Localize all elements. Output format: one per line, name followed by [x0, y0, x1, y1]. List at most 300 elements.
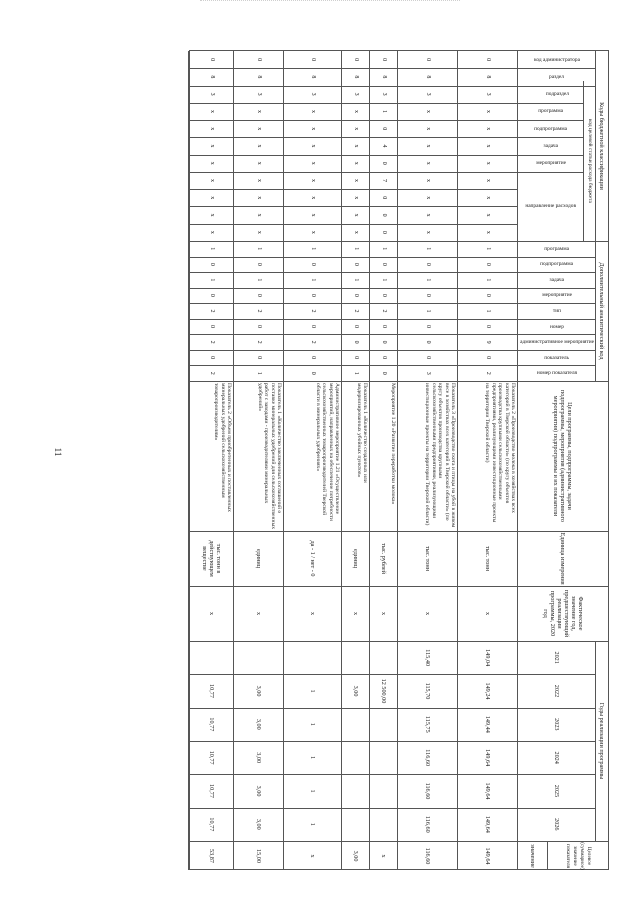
header-code-section [518, 68, 596, 85]
analytic-digit: 2 [310, 309, 317, 313]
grid-line [189, 120, 584, 121]
row-unit: тыс. тонн [484, 545, 492, 572]
row-year-value: 3,00 [255, 785, 263, 797]
analytic-digit: 0 [353, 293, 360, 297]
grid-line [189, 674, 596, 675]
row-year-value [342, 708, 370, 741]
row-year-value [342, 808, 370, 841]
row-year-value: 115,75 [424, 715, 432, 733]
analytic-digit: 2 [256, 309, 263, 313]
row-year-value: 3,00 [255, 685, 263, 697]
header-year-2022: 2022 [553, 684, 561, 698]
code-digit: х [310, 127, 317, 131]
analytic-digit: 1 [310, 247, 317, 251]
header-code-label: подпрограмма [534, 125, 568, 132]
grid-line [189, 272, 596, 273]
analytic-digit: 2 [485, 371, 492, 375]
header-analytic-a_subprogram [518, 257, 596, 273]
row-year-value: 116,60 [424, 815, 432, 833]
analytic-digit: 0 [209, 356, 215, 360]
row-fact: х [424, 611, 432, 616]
analytic-digit: 1 [425, 247, 432, 251]
grid-line [189, 641, 608, 642]
analytic-digit: 0 [353, 262, 360, 266]
row-year-value: 149,64 [484, 782, 492, 800]
header-analytic-label: задача [549, 276, 565, 283]
row-year-value [234, 641, 284, 674]
table-viewport [82, 50, 609, 870]
code-digit: 8 [353, 75, 360, 79]
row-fact: х [484, 611, 492, 616]
code-digit: х [485, 109, 492, 113]
row-year-value: 10,77 [208, 684, 215, 698]
row-unit: тыс. тонн в действующем веществе [201, 540, 222, 577]
grid-line [189, 334, 596, 335]
code-digit: 3 [353, 92, 360, 96]
analytic-digit: 0 [425, 262, 432, 266]
header-code-subsection [518, 86, 596, 103]
header-code-label: код администратора [534, 56, 581, 63]
code-digit: х [256, 127, 263, 131]
header-code-label: программа [538, 108, 564, 115]
row-unit: да - 1 / нет - 0 [309, 540, 317, 577]
grid-line [189, 350, 596, 351]
analytic-digit: 1 [381, 278, 388, 282]
code-digit: х [425, 109, 432, 113]
row-year-value [189, 641, 234, 674]
row-year-value: 149,44 [484, 715, 492, 733]
code-digit: 0 [310, 58, 317, 62]
code-digit: х [425, 196, 432, 200]
grid-line [341, 51, 342, 870]
analytic-digit: 1 [381, 247, 388, 251]
code-digit: х [209, 109, 215, 113]
code-digit: х [310, 230, 317, 234]
row-year-value: 116,60 [424, 782, 432, 800]
header-analytic-label: номер показателя [536, 370, 578, 377]
row-year-value: 1 [309, 756, 317, 760]
code-digit: х [310, 144, 317, 148]
code-digit: 8 [310, 75, 317, 79]
header-analytic-label: мероприятие [542, 292, 572, 299]
analytic-digit: 0 [209, 262, 215, 266]
code-digit: 0 [381, 230, 388, 234]
analytic-digit: 0 [425, 356, 432, 360]
analytic-digit: 0 [310, 262, 317, 266]
row-year-value: 12 500,00 [380, 678, 388, 704]
analytic-digit: 0 [353, 356, 360, 360]
analytic-digit: 0 [209, 325, 215, 329]
analytic-digit: 1 [310, 278, 317, 282]
code-digit: 8 [256, 75, 263, 79]
grid-line [189, 708, 596, 709]
analytic-digit: 0 [310, 293, 317, 297]
code-digit: 8 [485, 75, 492, 79]
code-digit: х [310, 109, 317, 113]
header-target-article: код целевой статьи расхода бюджета [587, 119, 594, 203]
row-target: х [309, 854, 317, 858]
header-code-label: раздел [549, 73, 565, 80]
grid-line [189, 365, 596, 366]
row-fact: х [309, 611, 317, 616]
row-year-value [284, 641, 342, 674]
header-analytic-a_indicator [518, 350, 596, 366]
code-digit: х [485, 179, 492, 183]
analytic-digit: 0 [425, 293, 432, 297]
row-year-value: 3,00 [255, 718, 263, 730]
grid-line [369, 51, 370, 870]
grid-line [189, 172, 584, 173]
code-digit: 3 [209, 92, 215, 96]
code-digit: 0 [381, 127, 388, 131]
row-year-value: 1 [309, 689, 317, 693]
code-digit: х [353, 144, 360, 148]
header-analytic-label: подпрограмма [540, 261, 574, 268]
code-digit: 3 [425, 92, 432, 96]
code-digit: х [310, 213, 317, 217]
code-digit: 3 [310, 92, 317, 96]
grid-line [583, 81, 584, 241]
code-digit: х [209, 144, 215, 148]
grid-line [189, 288, 596, 289]
analytic-digit: 0 [310, 371, 317, 375]
header-year-2021: 2021 [553, 651, 561, 664]
header-target-value: значение [529, 844, 537, 868]
code-digit: х [425, 161, 432, 165]
code-digit: х [485, 230, 492, 234]
code-digit: 0 [485, 58, 492, 62]
analytic-digit: 0 [425, 325, 432, 329]
row-year-value: 3,00 [255, 752, 263, 764]
code-digit: х [310, 179, 317, 183]
row-year-value: 149,24 [484, 682, 492, 700]
grid-line [189, 155, 584, 156]
code-digit: х [256, 213, 263, 217]
analytic-digit: 2 [256, 340, 263, 344]
grid-line [233, 51, 234, 870]
grid-line [547, 841, 548, 870]
header-code-subprogram [518, 120, 584, 137]
header-analytic-code: Дополнительный аналитический код [598, 262, 606, 360]
grid-line [189, 586, 608, 587]
analytic-digit: 2 [209, 340, 215, 344]
grid-line [189, 68, 596, 69]
header-goals: Цели программы, подпрограммы, задачи подпрограммы, мероприятия (административного мероприятия) подпрограммы и их показатели [552, 390, 574, 522]
row-year-value [370, 808, 398, 841]
code-digit: х [209, 196, 215, 200]
grid-line [189, 137, 584, 138]
analytic-digit: 1 [256, 247, 263, 251]
analytic-digit: 0 [381, 325, 388, 329]
grid-line [189, 257, 596, 258]
code-digit: 0 [353, 58, 360, 62]
row-year-value: 1 [309, 722, 317, 726]
analytic-digit: 0 [256, 293, 263, 297]
code-digit: 0 [381, 196, 388, 200]
row-description: Мероприятие 1.20 «Развитие переработки молока» [390, 383, 396, 505]
analytic-digit: 0 [353, 340, 360, 344]
code-digit: х [256, 144, 263, 148]
grid-line [189, 808, 596, 809]
header-year-2026: 2026 [553, 818, 561, 831]
header-unit: Единица измерения [559, 532, 567, 585]
analytic-digit: 3 [425, 371, 432, 375]
code-digit: 8 [381, 75, 388, 79]
header-target: Целевое (суммарное) значение показателя [565, 842, 592, 870]
grid-line [189, 189, 518, 190]
header-code-label: мероприятие [536, 160, 566, 167]
analytic-digit: 1 [353, 247, 360, 251]
code-digit: х [353, 127, 360, 131]
analytic-digit: 2 [310, 340, 317, 344]
grid-line [189, 774, 596, 775]
code-digit: 3 [381, 92, 388, 96]
row-unit: единиц [352, 548, 360, 569]
row-year-value: 3,00 [352, 685, 360, 697]
row-target: 53,87 [208, 849, 215, 863]
row-target: 116,60 [424, 847, 432, 865]
program-indicators-table [189, 50, 609, 870]
grid-line [189, 741, 596, 742]
header-analytic-label: показатель [544, 354, 570, 361]
header-year-2023: 2023 [553, 718, 561, 731]
analytic-digit: 0 [485, 262, 492, 266]
grid-line [397, 51, 398, 870]
header-fact: Фактическое значение год, предшествующий реализации программы, 2020 год [542, 589, 584, 638]
row-fact: х [255, 611, 263, 616]
grid-line [189, 531, 608, 532]
code-digit: х [209, 179, 215, 183]
code-digit: 0 [381, 58, 388, 62]
code-digit: х [209, 127, 215, 131]
analytic-digit: 0 [256, 262, 263, 266]
grid-line [189, 103, 584, 104]
row-target: х [380, 854, 388, 858]
code-digit: х [310, 161, 317, 165]
analytic-digit: 0 [310, 356, 317, 360]
header-analytic-a_type [518, 303, 596, 319]
header-analytic-a_program [518, 241, 596, 257]
grid-line [457, 51, 458, 870]
analytic-digit: 0 [485, 325, 492, 329]
code-digit: х [425, 213, 432, 217]
code-digit: х [310, 196, 317, 200]
code-digit: 1 [381, 109, 388, 113]
header-year-2025: 2025 [553, 784, 561, 798]
code-digit: 8 [425, 75, 432, 79]
grid-line [189, 303, 596, 304]
analytic-digit: 0 [256, 356, 263, 360]
grid-line [595, 51, 596, 381]
analytic-digit: 1 [209, 247, 215, 251]
row-target: 149,64 [484, 847, 492, 865]
row-year-value: 149,64 [484, 815, 492, 833]
row-year-value: 1 [309, 822, 317, 826]
code-digit: 0 [381, 161, 388, 165]
code-digit: 3 [485, 92, 492, 96]
code-digit: х [425, 144, 432, 148]
row-year-value: 10,77 [208, 750, 215, 765]
row-year-value: 115,70 [424, 682, 432, 700]
row-unit: единиц [255, 548, 263, 569]
row-description: Показатель 2 «Производство молока в хозяйствах всех категорий в Тверской области» (по кругу объектов производства крупными сельскохозяйственными предприятиями, реализующими инвестиционные проекты на территории Тверской области) [484, 383, 516, 523]
row-year-value: 3,00 [255, 818, 263, 830]
code-digit: х [425, 127, 432, 131]
analytic-digit: 0 [381, 371, 388, 375]
code-digit: х [353, 213, 360, 217]
analytic-digit: 2 [381, 309, 388, 313]
analytic-digit: 0 [353, 325, 360, 329]
grid-line [188, 51, 189, 870]
analytic-digit: 0 [310, 325, 317, 329]
code-digit: 0 [381, 213, 388, 217]
code-digit: х [256, 179, 263, 183]
analytic-digit: 0 [381, 262, 388, 266]
header-year-2024: 2024 [553, 751, 561, 764]
row-target: 3,00 [352, 850, 360, 862]
header-code-label: подраздел [545, 91, 569, 98]
row-year-value: 149,64 [484, 749, 492, 767]
grid-line [189, 241, 608, 242]
analytic-digit: 0 [485, 356, 492, 360]
analytic-digit: 0 [209, 293, 215, 297]
analytic-digit: 9 [485, 340, 492, 344]
header-code-dir1 [518, 172, 584, 241]
code-digit: х [425, 230, 432, 234]
code-digit: 0 [209, 58, 215, 62]
analytic-digit: 0 [485, 293, 492, 297]
header-analytic-a_indicator_num [518, 365, 596, 381]
analytic-digit: 2 [209, 371, 215, 375]
grid-line [189, 86, 596, 87]
code-digit: х [256, 161, 263, 165]
grid-line [517, 51, 518, 870]
code-digit: 0 [425, 58, 432, 62]
grid-line [189, 319, 596, 320]
row-description: Показатель 3 «Производство скота и птицы на убой в живом весе в хозяйствах всех категорий в Тверской области» (по кругу объектов производства крупными сельскохозяйственными предприятиями, реализующими инвестиционные проекты на территории Тверской области) [424, 383, 456, 528]
row-description: Административное мероприятие 1.21 «Осуществление мероприятий, направленных на обеспечение потребности сельскохозяйственных товаропроизводителей Тверской области в минеральных удобрениях» [314, 383, 340, 521]
analytic-digit: 1 [425, 278, 432, 282]
row-fact: х [208, 611, 215, 616]
code-digit: х [209, 161, 215, 165]
row-year-value [370, 708, 398, 741]
analytic-digit: 2 [353, 309, 360, 313]
row-year-value [342, 741, 370, 774]
analytic-digit: 0 [381, 356, 388, 360]
analytic-digit: 2 [209, 309, 215, 313]
code-digit: 0 [256, 58, 263, 62]
page-number: 11 [53, 447, 63, 457]
row-description: Показатель 2 «Объем приобретенных и поставленных минеральных удобрений сельскохозяйственным товаропроизводителям» [213, 383, 232, 512]
analytic-digit: 0 [381, 340, 388, 344]
grid-line [189, 224, 518, 225]
code-digit: х [353, 230, 360, 234]
code-digit: х [485, 161, 492, 165]
row-year-value: 10,77 [208, 817, 215, 832]
row-year-value [342, 641, 370, 674]
code-digit: х [256, 109, 263, 113]
code-digit: 8 [209, 75, 215, 79]
code-digit: 4 [381, 144, 388, 148]
row-description: Показатель 1 «Количество заключенных соглашений о поставке минеральных удобрений для сельскохозяйственных работ с заводами - производителями минеральных удобрений» [256, 383, 282, 529]
row-year-value [370, 774, 398, 807]
code-digit: х [485, 196, 492, 200]
analytic-digit: 0 [381, 293, 388, 297]
code-digit: х [353, 179, 360, 183]
header-code-program [518, 103, 584, 120]
code-digit: х [485, 127, 492, 131]
header-analytic-label: административное мероприятие [520, 339, 594, 346]
code-digit: х [256, 230, 263, 234]
header-code-measure [518, 155, 584, 172]
row-fact: х [380, 611, 388, 616]
analytic-digit: 1 [485, 309, 492, 313]
analytic-digit: 1 [209, 278, 215, 282]
analytic-digit: 0 [256, 325, 263, 329]
header-analytic-label: программа [544, 245, 570, 252]
header-code-label: направление расходов [525, 203, 577, 210]
code-digit: х [209, 213, 215, 217]
row-year-value [370, 741, 398, 774]
header-years: Годы реализации программы [598, 702, 606, 780]
code-digit: х [353, 196, 360, 200]
row-target: 15,00 [255, 849, 263, 863]
scan-artifact [200, 0, 460, 7]
row-year-value: 10,77 [208, 717, 215, 732]
code-digit: 7 [381, 179, 388, 183]
code-digit: х [485, 144, 492, 148]
grid-line [283, 51, 284, 870]
header-code-label: задача [543, 142, 559, 149]
analytic-digit: 1 [485, 278, 492, 282]
header-budget-codes: Коды бюджетной классификации [598, 102, 606, 190]
header-analytic-label: тип [552, 307, 562, 314]
analytic-digit: 1 [256, 278, 263, 282]
code-digit: х [256, 196, 263, 200]
row-unit: тыс. рублей [380, 543, 388, 574]
grid-line [189, 206, 518, 207]
header-analytic-a_meas_type [518, 334, 596, 350]
row-unit: тыс. тонн [424, 545, 432, 572]
header-analytic-a_measure [518, 288, 596, 304]
row-year-value [342, 774, 370, 807]
code-digit: х [425, 179, 432, 183]
header-analytic-label: номер [550, 323, 564, 330]
header-code-task [518, 137, 584, 154]
analytic-digit: 1 [353, 371, 360, 375]
code-digit: 3 [256, 92, 263, 96]
header-analytic-a_task [518, 272, 596, 288]
row-description: Показатель 1 «Количество созданных или модернизированных убойных пунктов» [355, 383, 368, 483]
analytic-digit: 1 [485, 247, 492, 251]
row-year-value: 1 [309, 789, 317, 793]
grid-line [189, 381, 608, 382]
analytic-digit: 1 [425, 309, 432, 313]
row-year-value: 10,77 [208, 784, 215, 798]
header-code-admin [518, 51, 596, 68]
code-digit: х [209, 230, 215, 234]
analytic-digit: 1 [256, 371, 263, 375]
code-digit: х [353, 109, 360, 113]
row-year-value: 116,60 [424, 749, 432, 767]
row-year-value: 149,04 [484, 649, 492, 667]
row-year-value: 115,40 [424, 649, 432, 667]
code-digit: х [485, 213, 492, 217]
analytic-digit: 1 [353, 278, 360, 282]
analytic-digit: 0 [425, 340, 432, 344]
row-fact: х [352, 611, 360, 616]
code-digit: х [353, 161, 360, 165]
